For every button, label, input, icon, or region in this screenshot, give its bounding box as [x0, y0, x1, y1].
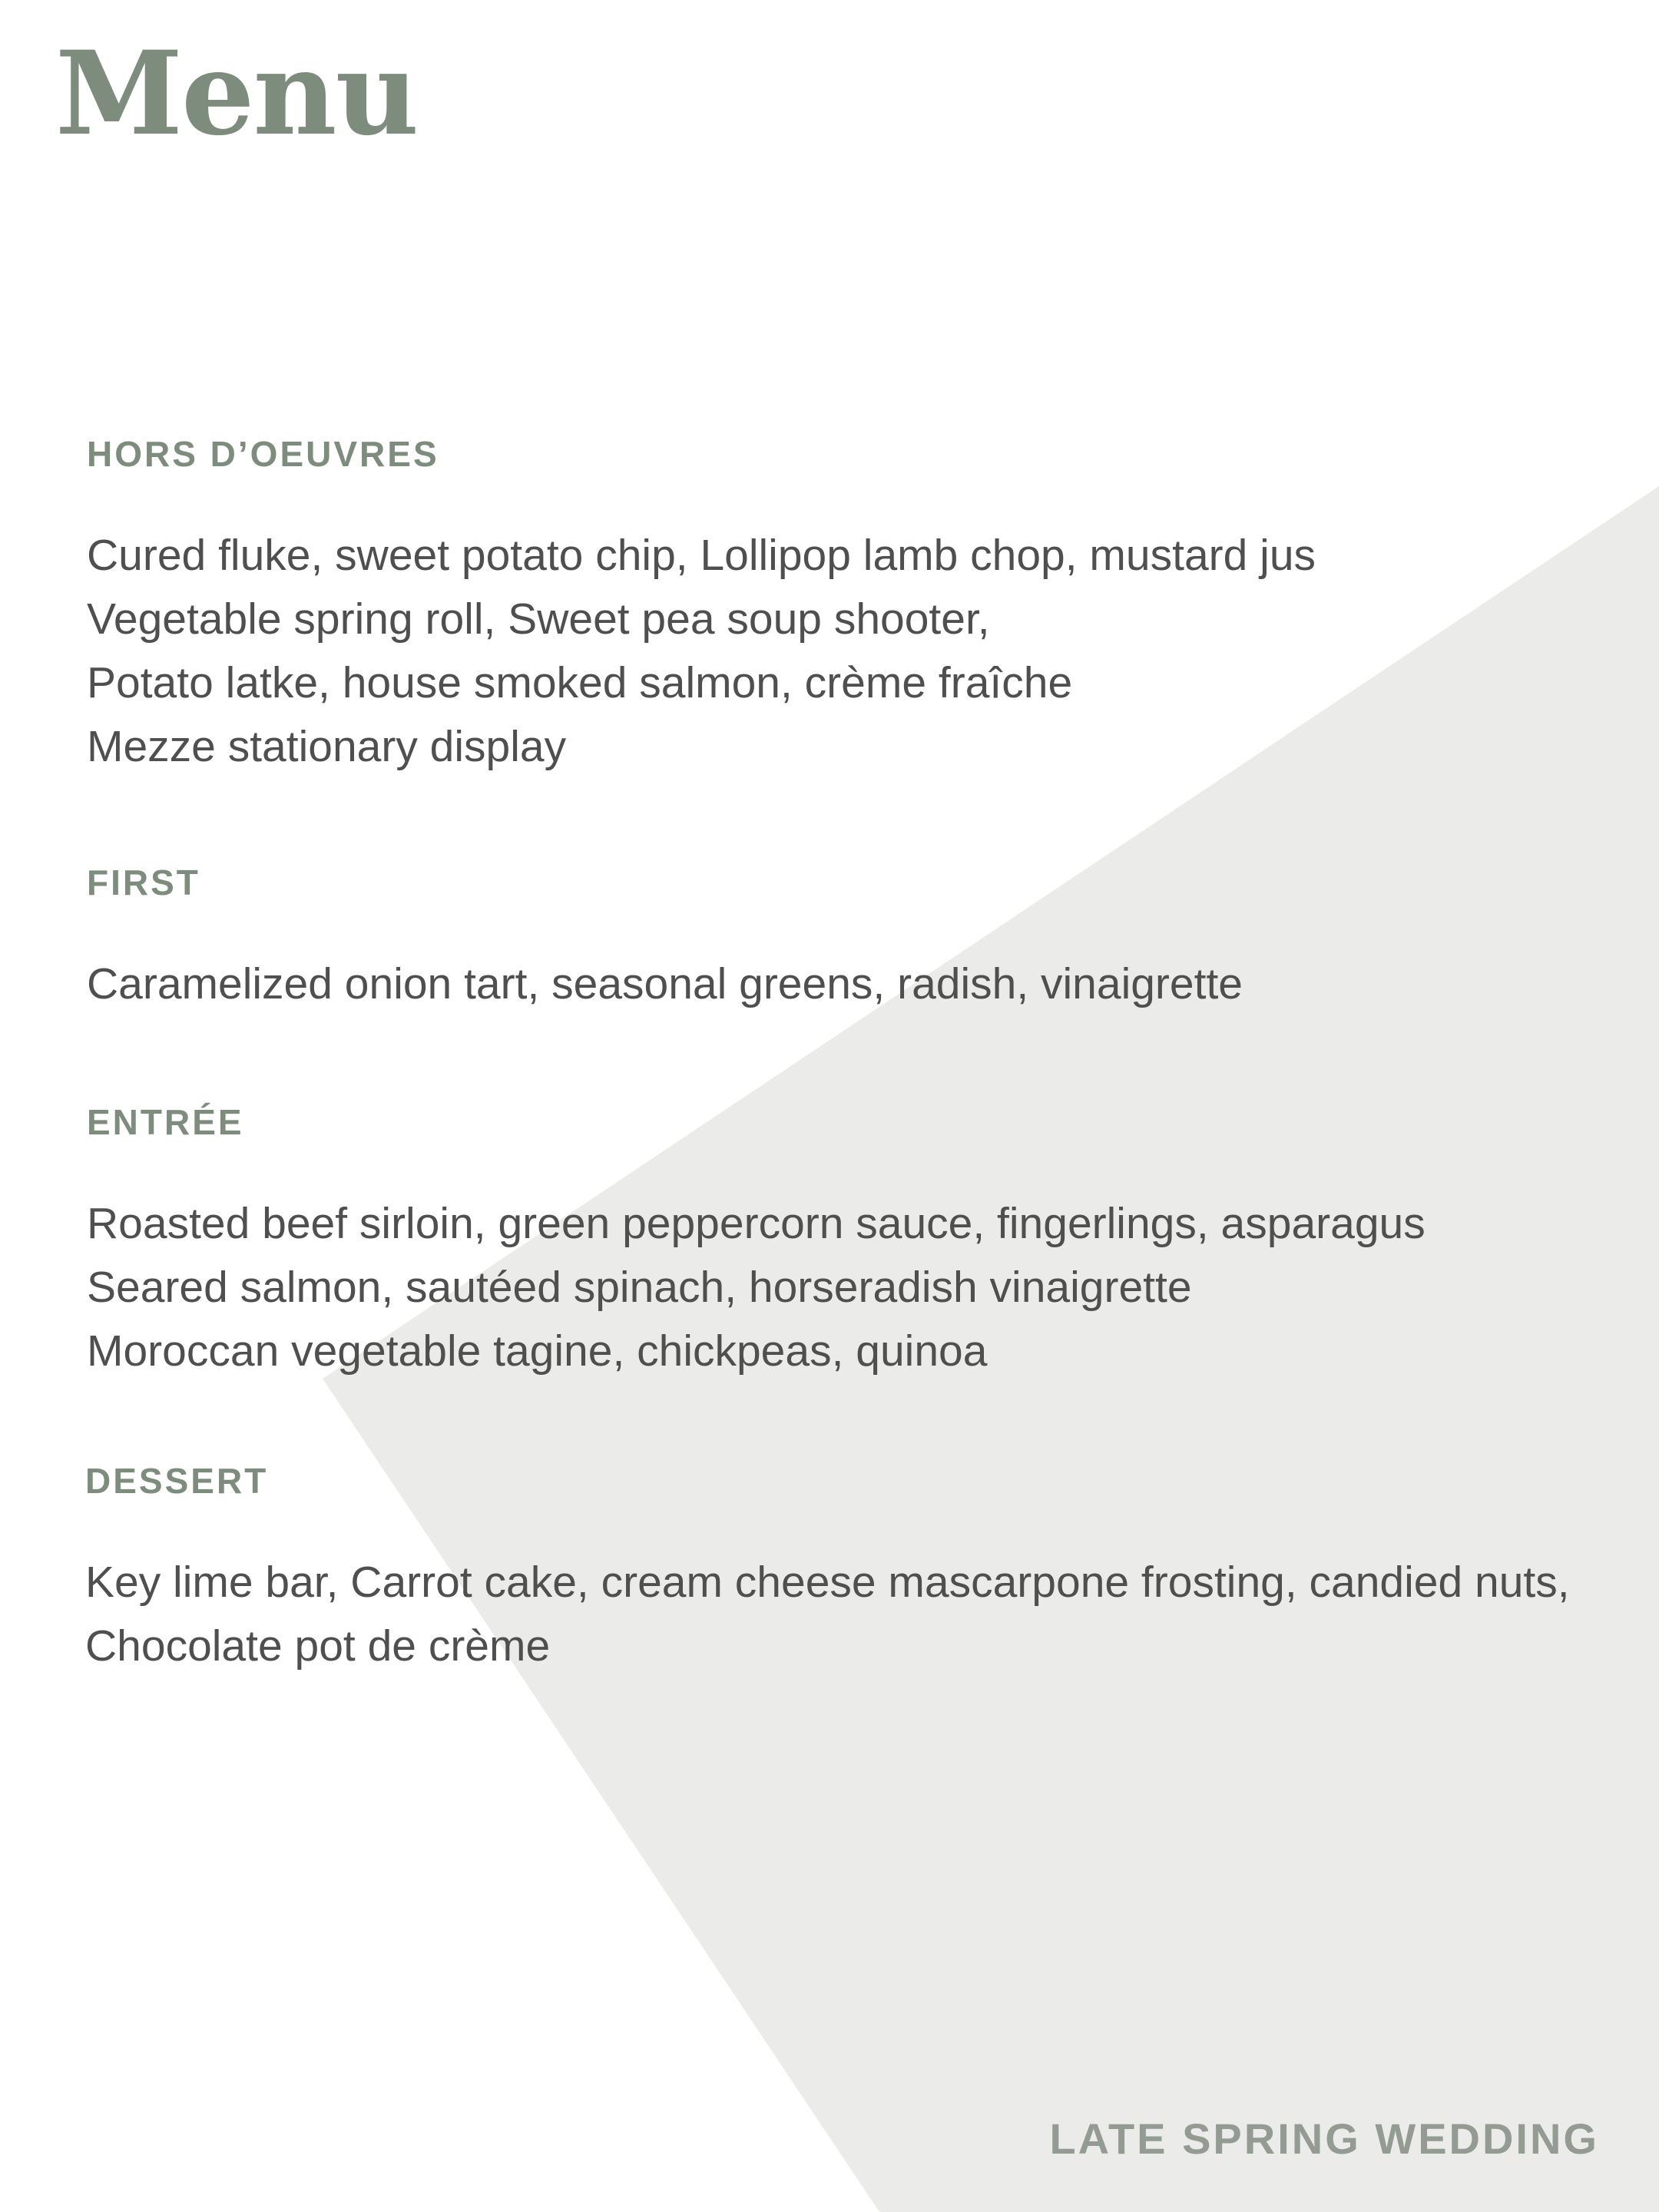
page-title: Menu — [55, 26, 418, 161]
menu-item: Caramelized onion tart, seasonal greens, radish, vinaigrette — [87, 959, 1243, 1008]
menu-item: Cured fluke, sweet potato chip, Lollipop lamb chop, mustard jus — [87, 531, 1316, 580]
menu-section-dessert — [85, 1463, 1575, 1678]
menu-item: Roasted beef sirloin, green peppercorn sauce, fingerlings, asparagus — [87, 1199, 1426, 1248]
menu-item: Key lime bar, Carrot cake, cream cheese mascarpone frosting, candied nuts, Chocolate pot de crème — [85, 1558, 1570, 1671]
section-item-list — [85, 1551, 1575, 1678]
event-name-footer: LATE SPRING WEDDING — [1049, 2114, 1599, 2163]
section-item-list — [87, 952, 1243, 1016]
menu-section-hors-doeuvres — [87, 436, 1316, 779]
menu-item: Mezze stationary display — [87, 722, 567, 771]
menu-section-entree — [87, 1104, 1426, 1383]
section-heading: ENTRÉE — [87, 1102, 244, 1142]
menu-section-first — [87, 865, 1243, 1016]
menu-item: Moroccan vegetable tagine, chickpeas, quinoa — [87, 1326, 988, 1376]
section-heading: DESSERT — [85, 1461, 269, 1501]
section-heading: FIRST — [87, 863, 200, 902]
section-item-list — [87, 524, 1316, 779]
menu-item: Seared salmon, sautéed spinach, horseradish vinaigrette — [87, 1263, 1192, 1312]
section-item-list — [87, 1192, 1426, 1383]
section-heading: HORS D’OEUVRES — [87, 434, 439, 474]
menu-item: Potato latke, house smoked salmon, crème fraîche — [87, 658, 1073, 707]
menu-item: Vegetable spring roll, Sweet pea soup shooter, — [87, 594, 990, 644]
